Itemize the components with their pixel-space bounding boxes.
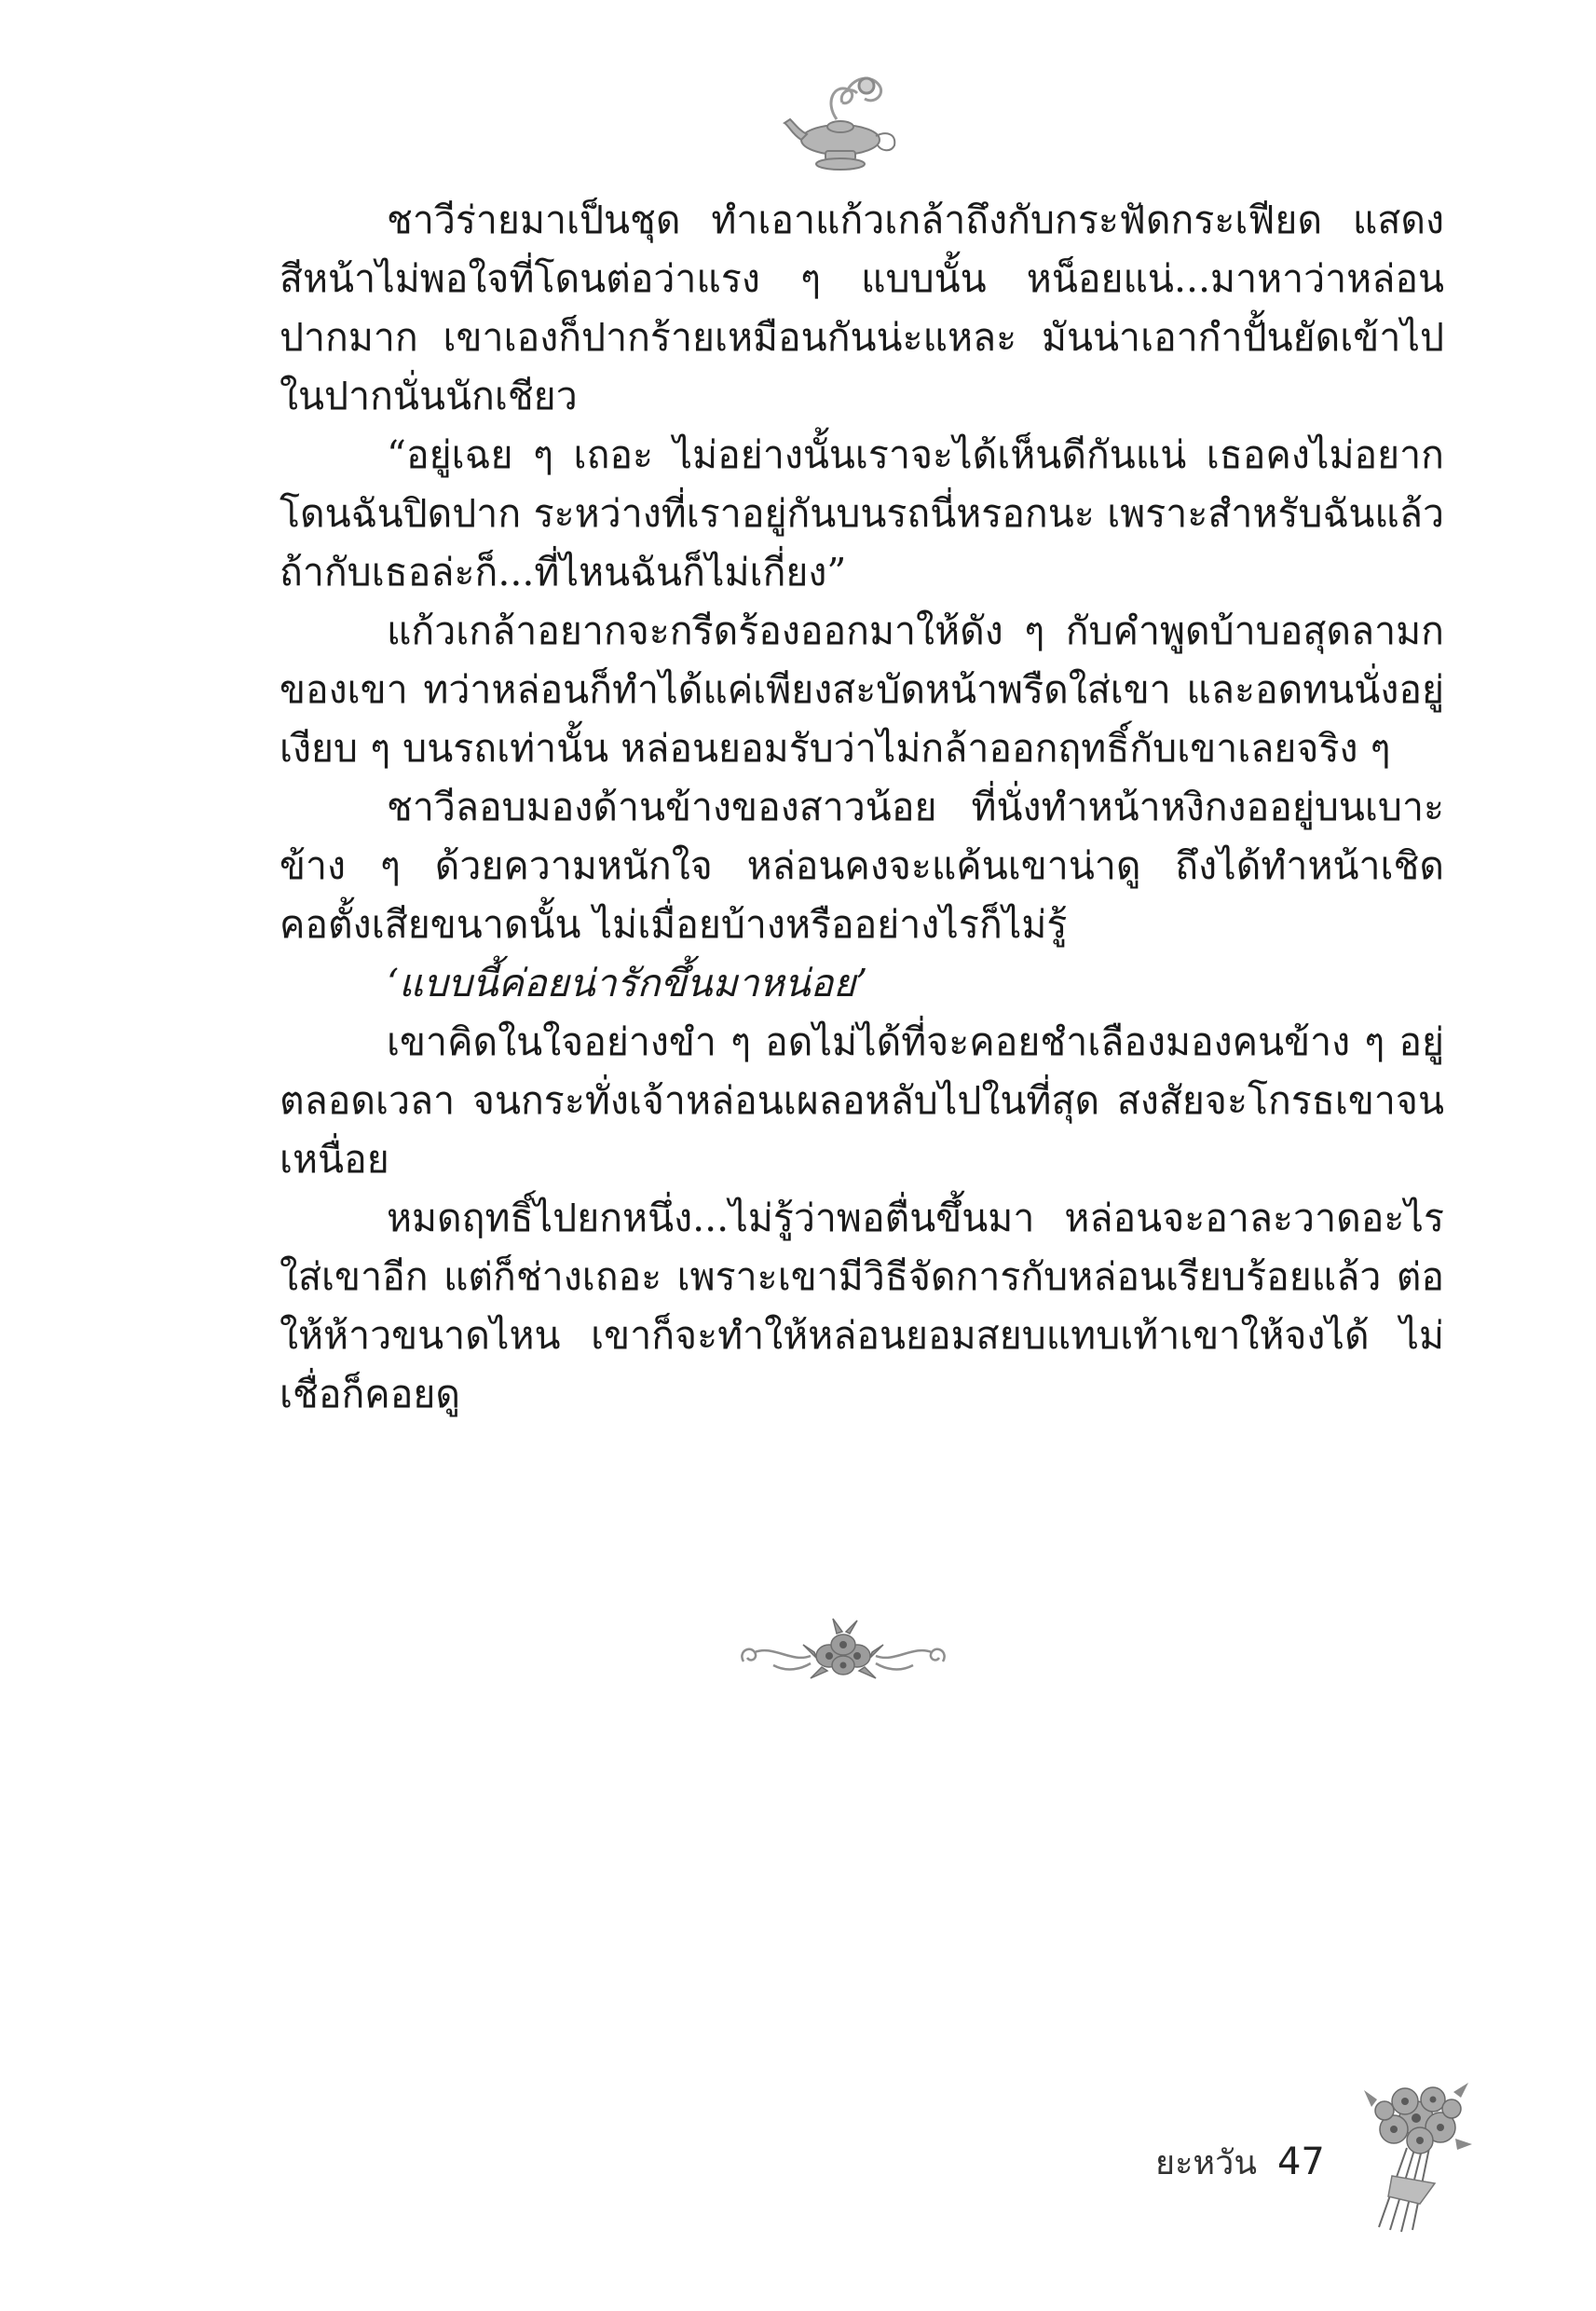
flower-bouquet-icon bbox=[1351, 2073, 1481, 2236]
genie-lamp-icon bbox=[783, 65, 904, 177]
paragraph: หมดฤทธิ์ไปยกหนึ่ง...ไม่รู้ว่าพอตื่นขึ้นมา หล่อนจะอาละวาดอะไรใส่เขาอีก แต่ก็ช่างเถอะ เพราะเขามีวิธีจัดการกับหล่อนเรียบร้อยแล้ว ต่อให้ห้าวขนาดไหน เขาก็จะทำให้หล่อนยอมสยบแทบเท้าเขาให้จงได้ ไม่เชื่อก็คอยดู bbox=[280, 1196, 1444, 1416]
thought-paragraph: ‘แบบนี้ค่อยน่ารักขึ้นมาหน่อย’ bbox=[387, 961, 868, 1005]
page-footer bbox=[1155, 2120, 1325, 2204]
page-number: 47 bbox=[1276, 2140, 1325, 2183]
book-title: ยะหวัน bbox=[1155, 2143, 1257, 2182]
paragraph: ชาวีลอบมองด้านข้างของสาวน้อย ที่นั่งทำหน้าหงิกงออยู่บนเบาะข้าง ๆ ด้วยความหนักใจ หล่อนคงจะแค้นเขาน่าดู ถึงได้ทำหน้าเชิดคอตั้งเสียขนาดนั้น ไม่เมื่อยบ้างหรืออย่างไรก็ไม่รู้ bbox=[280, 785, 1444, 947]
paragraph: เขาคิดในใจอย่างขำ ๆ อดไม่ได้ที่จะคอยชำเลืองมองคนข้าง ๆ อยู่ตลอดเวลา จนกระทั่งเจ้าหล่อนเผลอหลับไปในที่สุด สงสัยจะโกรธเขาจนเหนื่อย bbox=[280, 1019, 1444, 1182]
floral-scroll-divider-icon bbox=[736, 1607, 950, 1696]
body-text bbox=[280, 191, 1444, 1424]
paragraph: ชาวีร่ายมาเป็นชุด ทำเอาแก้วเกล้าถึงกับกระฟัดกระเฟียด แสดงสีหน้าไม่พอใจที่โดนต่อว่าแรง ๆ แบบนั้น หน็อยแน่...มาหาว่าหล่อนปากมาก เขาเองก็ปากร้ายเหมือนกันน่ะแหละ มันน่าเอากำปั้นยัดเข้าไปในปากนั่นนักเชียว bbox=[280, 198, 1444, 418]
paragraph: แก้วเกล้าอยากจะกรีดร้องออกมาให้ดัง ๆ กับคำพูดบ้าบอสุดลามกของเขา ทว่าหล่อนก็ทำได้แค่เพียงสะบัดหน้าพรืดใส่เขา และอดทนนั่งอยู่เงียบ ๆ บนรถเท่านั้น หล่อนยอมรับว่าไม่กล้าออกฤทธิ์กับเขาเลยจริง ๆ bbox=[280, 609, 1444, 771]
paragraph: “อยู่เฉย ๆ เถอะ ไม่อย่างนั้นเราจะได้เห็นดีกันแน่ เธอคงไม่อยากโดนฉันปิดปาก ระหว่างที่เราอยู่กันบนรถนี่หรอกนะ เพราะสำหรับฉันแล้วถ้ากับเธอล่ะก็...ที่ไหนฉันก็ไม่เกี่ยง” bbox=[280, 432, 1444, 595]
